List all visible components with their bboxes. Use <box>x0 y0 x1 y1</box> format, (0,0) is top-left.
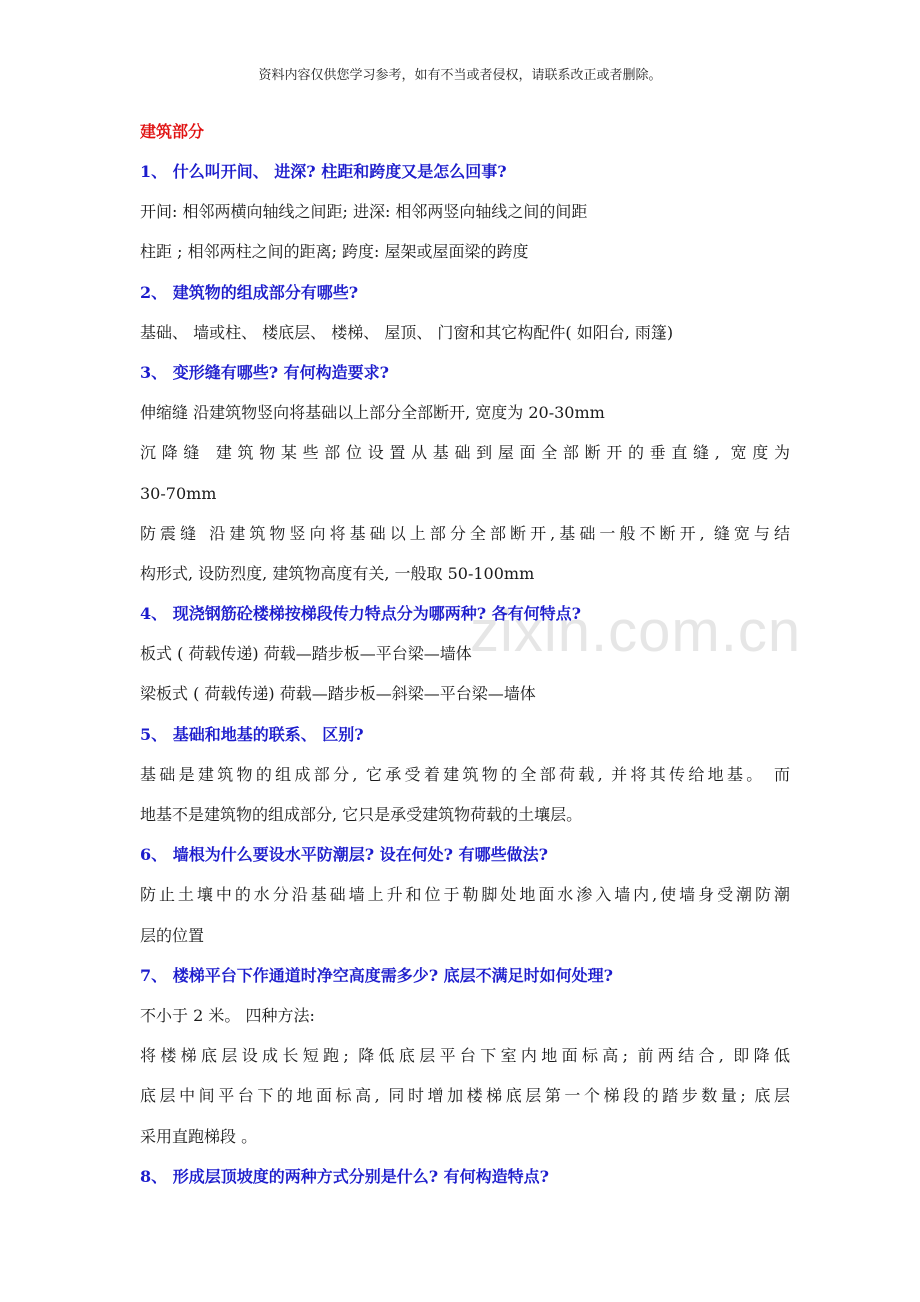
answer-3-line-4: 防震缝 沿建筑物竖向将基础以上部分全部断开,基础一般不断开, 缝宽与结 <box>140 524 790 543</box>
answer-4-line-2: 梁板式 ( 荷载传递) 荷载—踏步板—斜梁—平台梁—墙体 <box>140 684 536 703</box>
answer-5-line-2: 地基不是建筑物的组成部分, 它只是承受建筑物荷载的土壤层。 <box>140 805 583 824</box>
question-8: 8、 形成层顶坡度的两种方式分别是什么? 有何构造特点? <box>140 1167 550 1186</box>
question-5: 5、 基础和地基的联系、 区别? <box>140 725 364 744</box>
question-7: 7、 楼梯平台下作通道时净空高度需多少? 底层不满足时如何处理? <box>140 966 614 985</box>
question-3: 3、 变形缝有哪些? 有何构造要求? <box>140 363 390 382</box>
page-disclaimer: 资料内容仅供您学习参考，如有不当或者侵权，请联系改正或者删除。 <box>258 68 662 83</box>
answer-3-line-3: 30-70mm <box>140 484 217 503</box>
answer-1-line-2: 柱距 ; 相邻两柱之间的距离; 跨度: 屋架或屋面梁的跨度 <box>140 242 529 261</box>
section-title: 建筑部分 <box>140 122 205 141</box>
answer-6-line-2: 层的位置 <box>140 926 205 945</box>
answer-7-line-4: 采用直跑梯段 。 <box>140 1127 258 1146</box>
answer-3-line-2: 沉降缝 建筑物某些部位设置从基础到屋面全部断开的垂直缝, 宽度为 <box>140 443 790 462</box>
answer-1-line-1: 开间: 相邻两横向轴线之间距; 进深: 相邻两竖向轴线之间的间距 <box>140 202 588 221</box>
question-1: 1、 什么叫开间、 进深? 柱距和跨度又是怎么回事? <box>140 162 507 181</box>
answer-5-line-1: 基础是建筑物的组成部分, 它承受着建筑物的全部荷载, 并将其传给地基。 而 <box>140 765 790 784</box>
question-4: 4、 现浇钢筋砼楼梯按梯段传力特点分为哪两种? 各有何特点? <box>140 604 582 623</box>
answer-6-line-1: 防止土壤中的水分沿基础墙上升和位于勒脚处地面水渗入墙内,使墙身受潮防潮 <box>140 885 790 904</box>
answer-7-line-2: 将楼梯底层设成长短跑; 降低底层平台下室内地面标高; 前两结合, 即降低 <box>140 1046 790 1065</box>
watermark-text: zixin.com.cn <box>470 599 802 664</box>
answer-7-line-3: 底层中间平台下的地面标高, 同时增加楼梯底层第一个梯段的踏步数量; 底层 <box>140 1086 790 1105</box>
answer-7-line-1: 不小于 2 米。 四种方法: <box>140 1006 315 1025</box>
answer-3-line-5: 构形式, 设防烈度, 建筑物高度有关, 一般取 50-100mm <box>140 564 535 583</box>
answer-3-line-1: 伸缩缝 沿建筑物竖向将基础以上部分全部断开, 宽度为 20-30mm <box>140 403 605 422</box>
answer-4-line-1: 板式 ( 荷载传递) 荷载—踏步板—平台梁—墙体 <box>140 644 472 663</box>
question-2: 2、 建筑物的组成部分有哪些? <box>140 283 359 302</box>
answer-2-line-1: 基础、 墙或柱、 楼底层、 楼梯、 屋顶、 门窗和其它构配件( 如阳台, 雨篷) <box>140 323 674 342</box>
question-6: 6、 墙根为什么要设水平防潮层? 设在何处? 有哪些做法? <box>140 845 548 864</box>
